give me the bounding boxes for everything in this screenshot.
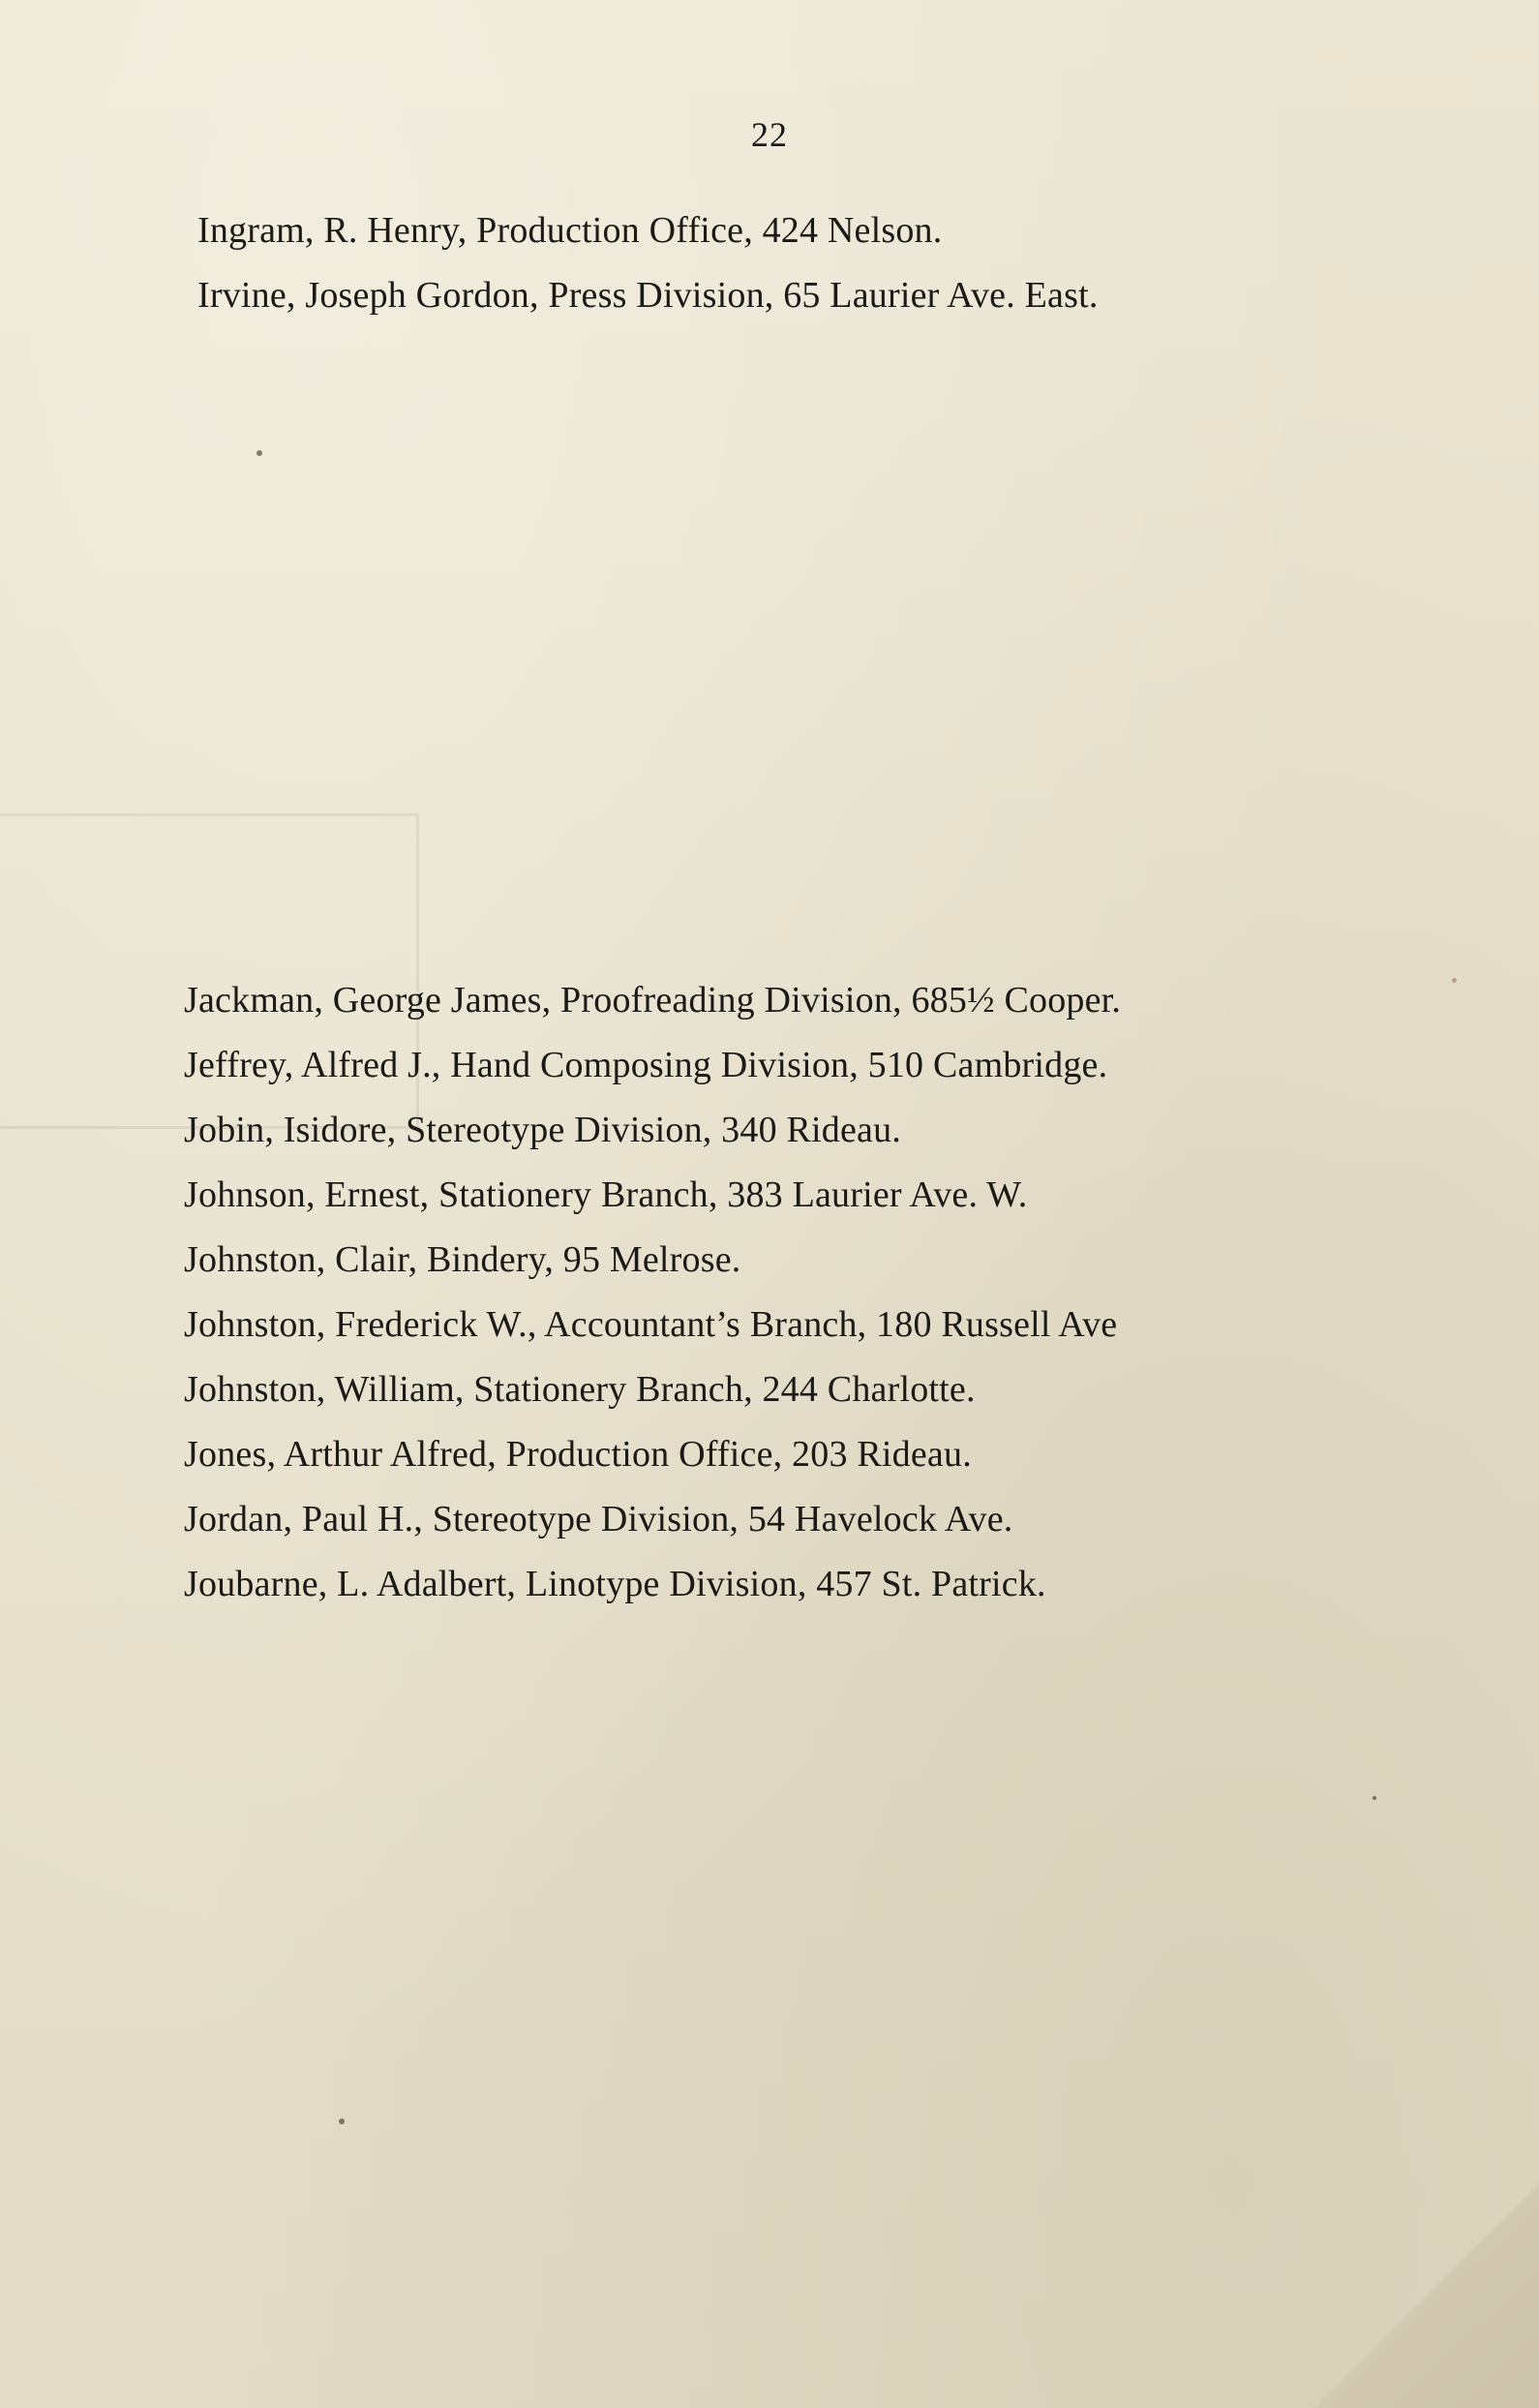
directory-entry: Johnson, Ernest, Stationery Branch, 383 Laurier Ave. W. bbox=[184, 1174, 1028, 1215]
directory-entry: Johnston, Clair, Bindery, 95 Melrose. bbox=[184, 1239, 741, 1280]
directory-section-i bbox=[197, 198, 1099, 328]
directory-entry: Irvine, Joseph Gordon, Press Division, 65 Laurier Ave. East. bbox=[197, 275, 1099, 316]
page-corner-fold bbox=[1287, 2156, 1539, 2408]
directory-entry: Jeffrey, Alfred J., Hand Composing Division, 510 Cambridge. bbox=[184, 1045, 1108, 1085]
ink-speck bbox=[1373, 1796, 1376, 1800]
directory-entry: Jones, Arthur Alfred, Production Office, 203 Rideau. bbox=[184, 1434, 972, 1475]
directory-section-j bbox=[184, 968, 1121, 1617]
ink-speck bbox=[256, 450, 262, 456]
directory-entry: Jordan, Paul H., Stereotype Division, 54 Havelock Ave. bbox=[184, 1499, 1013, 1539]
directory-entry: Johnston, Frederick W., Accountant’s Branch, 180 Russell Ave bbox=[184, 1304, 1118, 1345]
directory-entry: Jackman, George James, Proofreading Division, 685½ Cooper. bbox=[184, 980, 1122, 1021]
ink-speck bbox=[339, 2118, 345, 2124]
directory-entry: Johnston, William, Stationery Branch, 244 Charlotte. bbox=[184, 1369, 976, 1410]
directory-entry: Jobin, Isidore, Stereotype Division, 340 Rideau. bbox=[184, 1110, 902, 1150]
ink-speck bbox=[1452, 978, 1457, 983]
page-number: 22 bbox=[751, 115, 788, 154]
directory-entry: Ingram, R. Henry, Production Office, 424 Nelson. bbox=[197, 210, 943, 251]
directory-entry: Joubarne, L. Adalbert, Linotype Division, 457 St. Patrick. bbox=[184, 1564, 1046, 1604]
